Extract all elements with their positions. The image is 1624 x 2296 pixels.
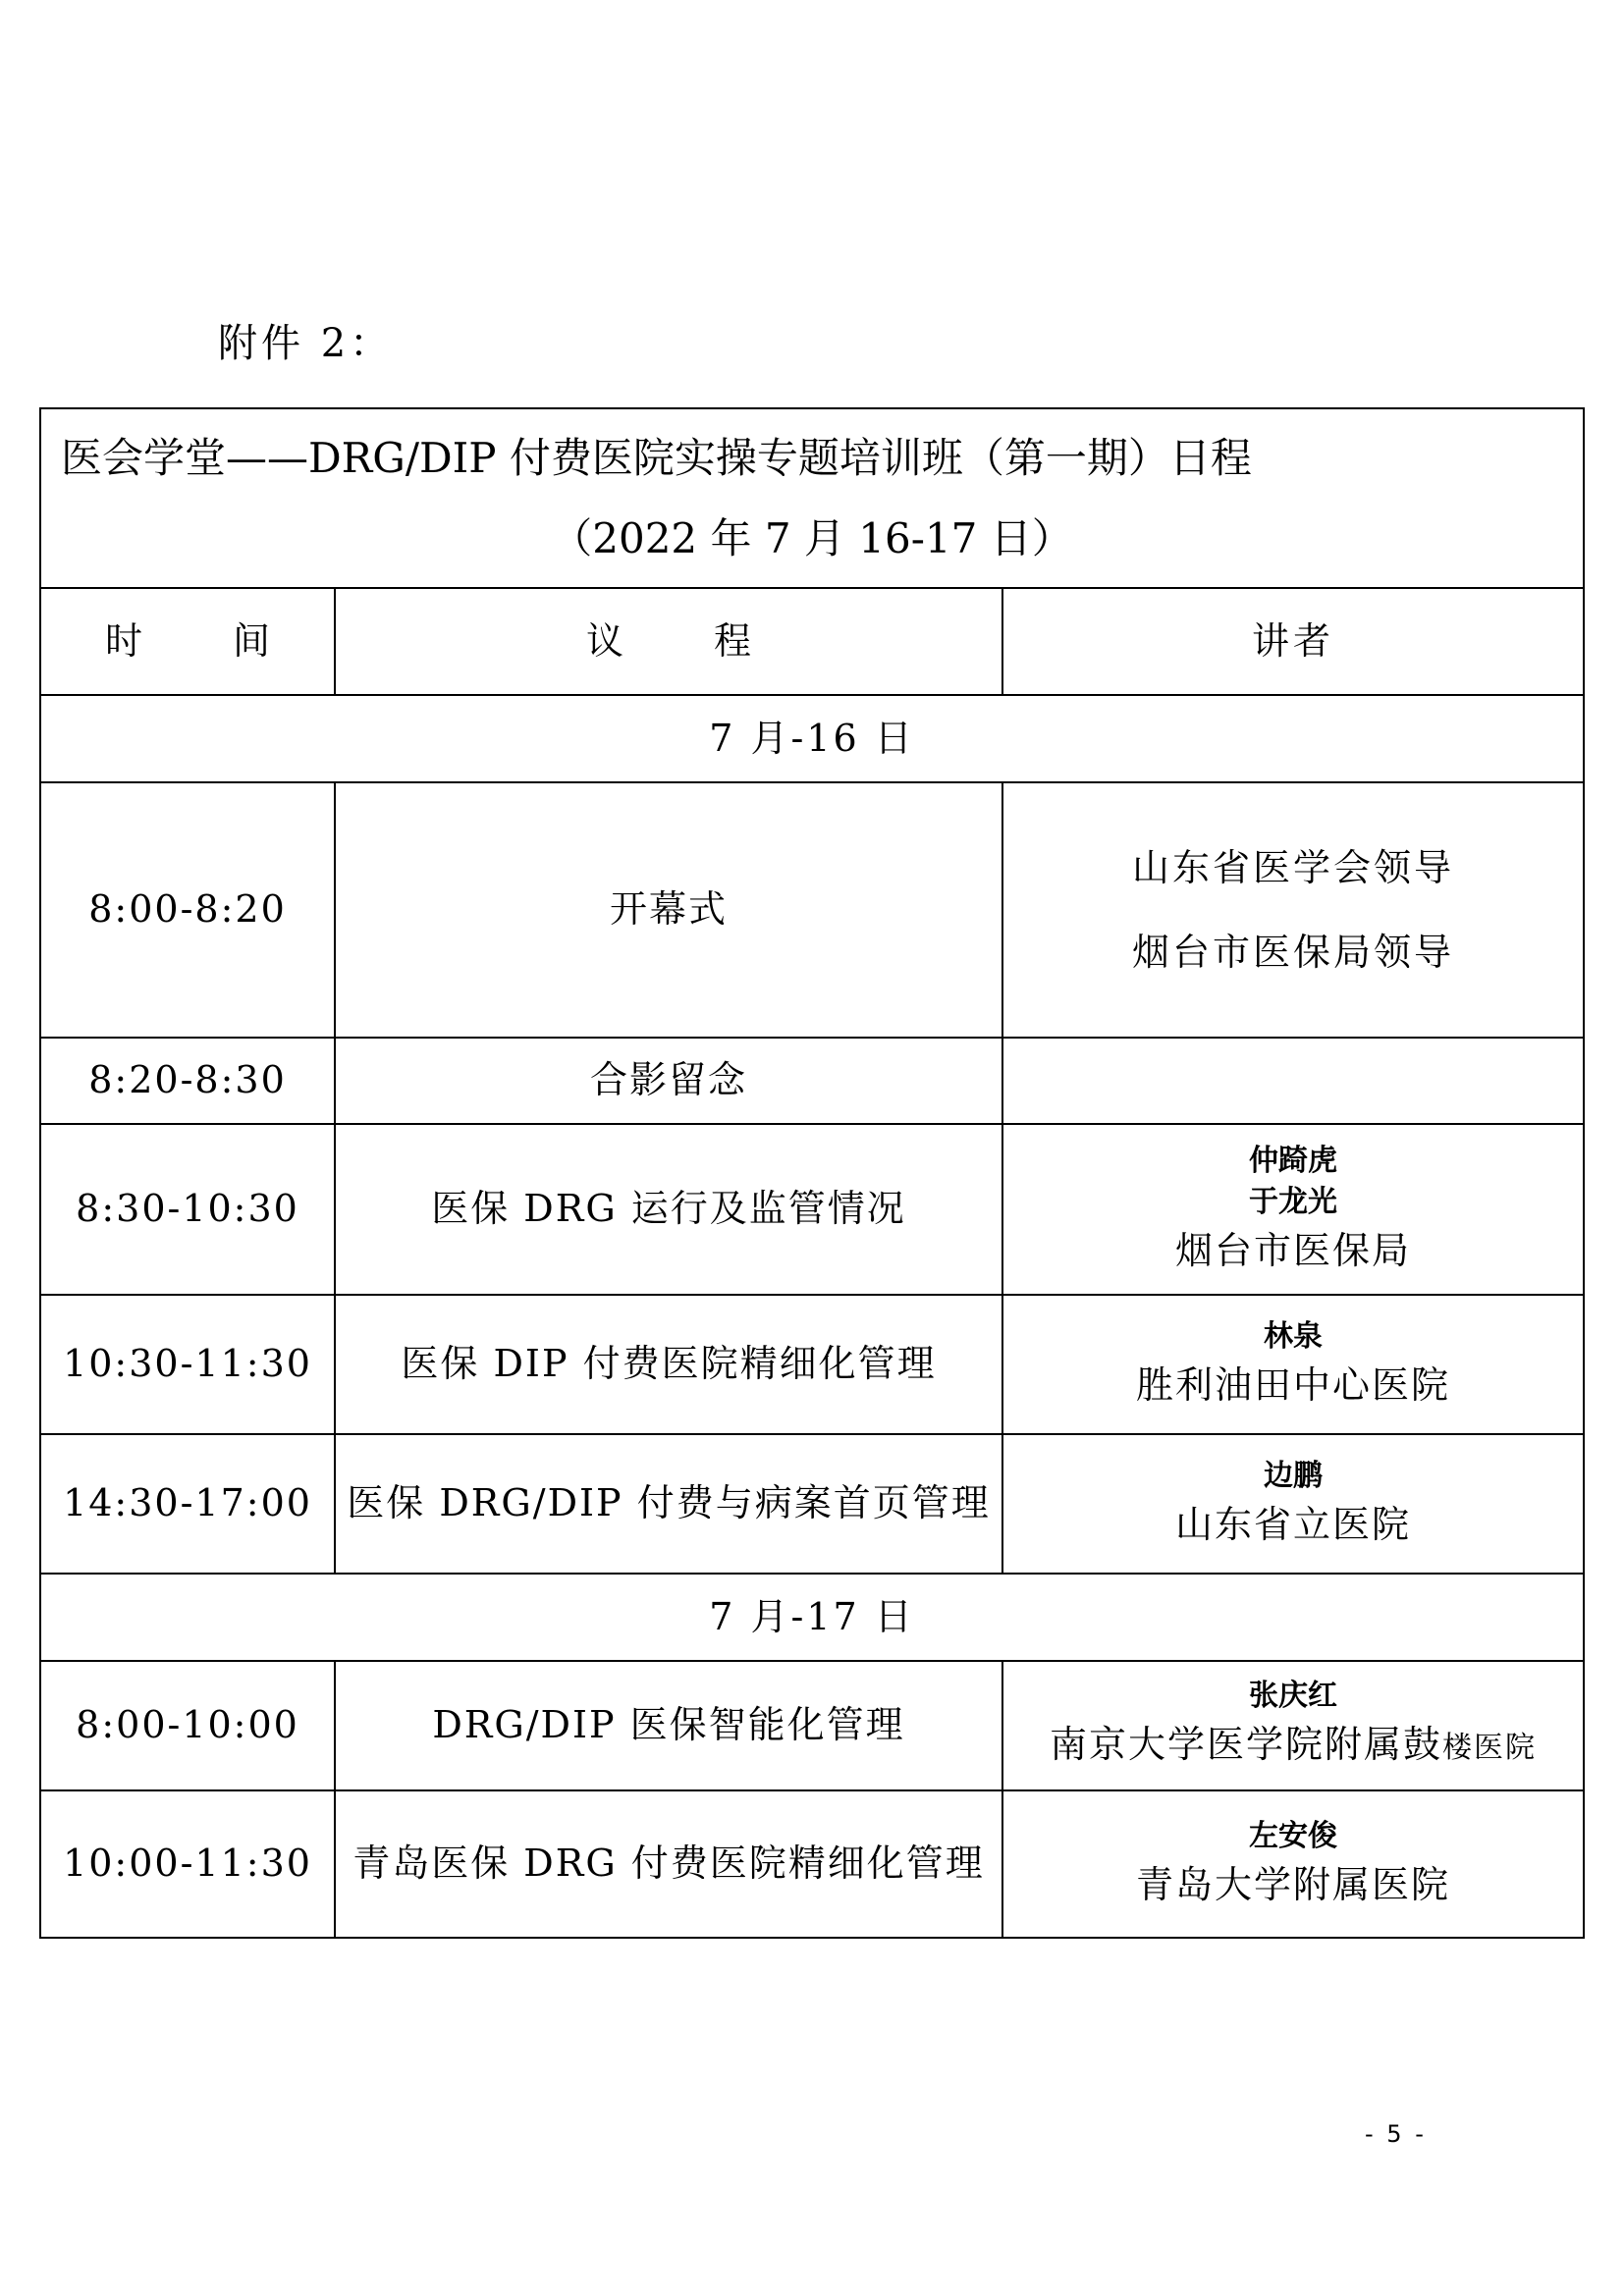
row-time: 8:00-10:00 [40, 1661, 335, 1790]
row-speaker [1002, 1790, 1584, 1938]
table-row [40, 782, 1584, 1038]
row-agenda: 医保 DRG 运行及监管情况 [335, 1124, 1002, 1295]
row-agenda: 医保 DRG/DIP 付费与病案首页管理 [335, 1434, 1002, 1574]
title-row [40, 408, 1584, 588]
row-speaker [1002, 782, 1584, 1038]
date-row-day2 [40, 1574, 1584, 1661]
header-speaker: 讲者 [1002, 588, 1584, 695]
speaker-name: 林泉 [1264, 1319, 1323, 1354]
row-time: 8:20-8:30 [40, 1038, 335, 1124]
speaker-org-tail: 楼医院 [1442, 1731, 1537, 1765]
speaker-name: 左安俊 [1249, 1819, 1337, 1853]
row-time: 8:30-10:30 [40, 1124, 335, 1295]
row-speaker-empty [1002, 1038, 1584, 1124]
schedule-subtitle: （2022 年 7 月 16-17 日） [551, 513, 1073, 562]
speaker-org [1003, 1717, 1583, 1776]
date-row-day1 [40, 695, 1584, 782]
schedule-table [39, 407, 1585, 1939]
row-agenda: 合影留念 [335, 1038, 1002, 1124]
date-day2: 7 月-17 日 [40, 1574, 1584, 1661]
table-row [40, 1124, 1584, 1295]
row-speaker [1002, 1295, 1584, 1434]
row-speaker [1002, 1124, 1584, 1295]
attachment-label: 附件 2： [218, 321, 394, 366]
speaker-org-main: 南京大学医学院附属鼓 [1049, 1723, 1442, 1766]
speaker-org: 烟台市医保局 [1174, 1229, 1411, 1272]
row-agenda: 青岛医保 DRG 付费医院精细化管理 [335, 1790, 1002, 1938]
row-time: 8:00-8:20 [40, 782, 335, 1038]
table-row [40, 1434, 1584, 1574]
speaker-org: 青岛大学附属医院 [1135, 1863, 1450, 1906]
row-time: 10:30-11:30 [40, 1295, 335, 1434]
header-agenda: 议 程 [335, 588, 1002, 695]
header-time: 时 间 [40, 588, 335, 695]
row-speaker [1002, 1434, 1584, 1574]
row-agenda: 开幕式 [335, 782, 1002, 1038]
speaker-name: 边鹏 [1264, 1459, 1323, 1493]
schedule-title: 医会学堂——DRG/DIP 付费医院实操专题培训班（第一期）日程 [61, 433, 1252, 482]
table-row [40, 1790, 1584, 1938]
row-time: 10:00-11:30 [40, 1790, 335, 1938]
speaker-org: 胜利油田中心医院 [1135, 1363, 1450, 1407]
speaker-org: 山东省立医院 [1174, 1503, 1411, 1546]
row-time: 14:30-17:00 [40, 1434, 335, 1574]
title-cell [40, 408, 1584, 588]
speaker-line: 山东省医学会领导 [1131, 846, 1454, 889]
header-row [40, 588, 1584, 695]
date-day1: 7 月-16 日 [40, 695, 1584, 782]
table-row [40, 1038, 1584, 1124]
page-number: - 5 - [1365, 2120, 1427, 2148]
row-agenda: 医保 DIP 付费医院精细化管理 [335, 1295, 1002, 1434]
row-agenda: DRG/DIP 医保智能化管理 [335, 1661, 1002, 1790]
speaker-name: 仲踦虎 [1249, 1144, 1337, 1178]
speaker-name: 于龙光 [1249, 1185, 1337, 1219]
table-row [40, 1661, 1584, 1790]
speaker-line: 烟台市医保局领导 [1131, 931, 1454, 974]
row-speaker [1002, 1661, 1584, 1790]
speaker-name: 张庆红 [1249, 1679, 1337, 1713]
table-row [40, 1295, 1584, 1434]
